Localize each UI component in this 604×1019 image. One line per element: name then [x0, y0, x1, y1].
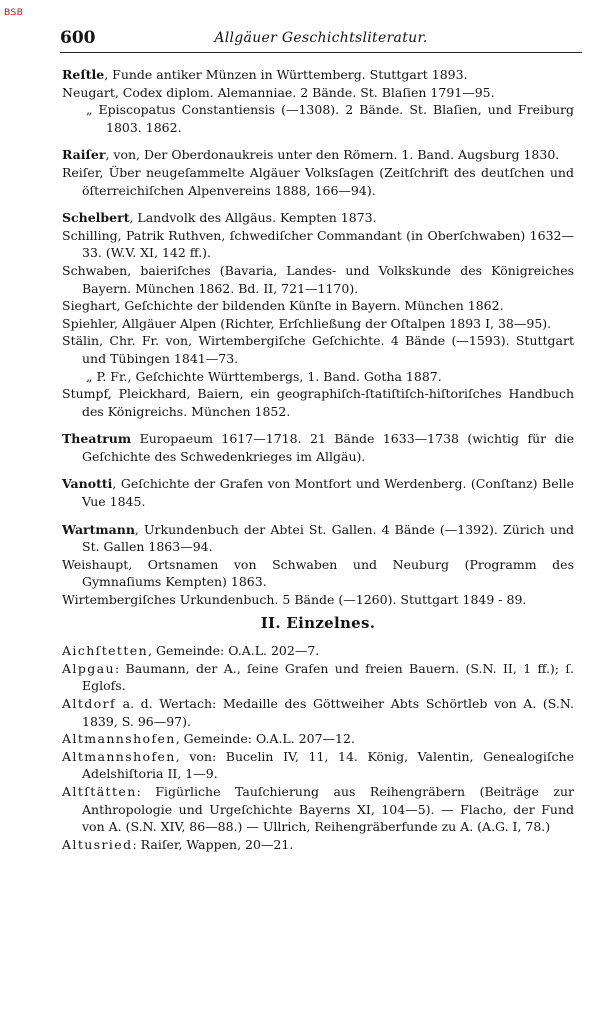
place-entry: [62, 695, 574, 730]
entry-text: Sieghart, Geſchichte der bildenden Künſte in Bayern. München 1862.: [62, 298, 504, 314]
bibliography-entry: [62, 430, 574, 465]
bibliography-entry: [62, 227, 574, 262]
bibliography-entry: [62, 332, 574, 367]
entry-keyword: Theatrum: [62, 431, 132, 447]
entry-text: , von, Der Oberdonaukreis unter den Römern. 1. Band. Augsburg 1830.: [105, 147, 560, 163]
entry-text: : Raiſer, Wappen, 20—21.: [132, 836, 294, 852]
group-spacer: [62, 465, 574, 475]
entry-text: „ Episcopatus Constantiensis (—1308). 2 Bände. St. Blaſien, und Freiburg 1803. 1862.: [86, 102, 574, 135]
entry-keyword: Alpgau: [62, 660, 115, 676]
bibliography-entry: [62, 521, 574, 556]
entry-keyword: Vanotti: [62, 476, 113, 492]
entry-text: : Baumann, der A., ſeine Grafen und freien Bauern. (S.N. II, 1 ff.); ſ. Eglofs.: [82, 660, 574, 694]
bibliography-entry: [62, 164, 574, 199]
bibliography-entry: [62, 84, 574, 102]
entry-text: Schilling, Patrik Ruthven, ſchwediſcher Commandant (in Oberſchwaben) 1632—33. (W.V. XI, 142 ff.).: [62, 227, 574, 261]
group-spacer: [62, 136, 574, 146]
page-number: 600: [60, 28, 96, 48]
entry-text: Stumpf, Pleickhard, Baiern, ein geographiſch-ſtatiſtiſch-hiſtoriſches Handbuch des Königreichs. München 1852.: [62, 386, 574, 419]
place-entry: [62, 748, 574, 783]
place-entry: [62, 783, 574, 836]
bibliography-entry: [62, 591, 574, 609]
bibliography-entry: [62, 315, 574, 333]
place-entry: [62, 730, 574, 748]
section-heading: II. Einzelnes.: [260, 613, 376, 632]
entry-keyword: Altusried: [62, 836, 133, 852]
bibliography-entry: [62, 146, 574, 164]
entry-text: , Gemeinde: O.A.L. 202—7.: [148, 643, 320, 659]
entry-keyword: Wartmann: [62, 521, 135, 537]
bibliography-entry: [62, 262, 574, 297]
entry-text: a. d. Wertach: Medaille des Göttweiher Abts Schörtleb von A. (S.N. 1839, S. 96—97).: [82, 696, 574, 729]
entry-text: Reiſer, Über neugeſammelte Algäuer Volksſagen (Zeitſchrift des deutſchen und öſterreichiſchen Alpenvereins 1888, 166—94).: [62, 164, 574, 198]
entry-text: , Geſchichte der Grafen von Montfort und Werdenberg. (Conſtanz) Belle Vue 1845.: [82, 476, 574, 510]
bibliography-entry: [62, 66, 574, 84]
entry-keyword: Altmannshofen: [62, 748, 176, 764]
entry-keyword: Reſtle: [62, 67, 105, 82]
entry-text: , Urkundenbuch der Abtei St. Gallen. 4 Bände (—1392). Zürich und St. Gallen 1863—94.: [82, 521, 574, 555]
bibliography-entry: [62, 385, 574, 420]
entry-text: Stälin, Chr. Fr. von, Wirtembergiſche Geſchichte. 4 Bände (—1593). Stuttgart und Tübingen 1841—73.: [62, 333, 574, 366]
page-header: [60, 26, 582, 53]
entry-keyword: Altdorf: [62, 696, 116, 711]
group-spacer: [62, 420, 574, 430]
bibliography-entry: [62, 209, 574, 227]
entry-keyword: Aichſtetten: [62, 643, 149, 659]
entry-text: , von: Bucelin IV, 11, 14. König, Valentin, Genealogiſche Adelshiſtoria II, 1—9.: [82, 748, 574, 782]
bibliography-entry: [62, 297, 574, 315]
entry-text: Weishaupt, Ortsnamen von Schwaben und Neuburg (Programm des Gymnaſiums Kempten) 1863.: [62, 556, 574, 590]
group-spacer: [62, 199, 574, 209]
entry-text: Wirtembergiſches Urkundenbuch. 5 Bände (—1260). Stuttgart 1849 - 89.: [62, 592, 527, 608]
entry-text: , Gemeinde: O.A.L. 207—12.: [175, 731, 355, 747]
bibliography-entry: [62, 475, 574, 510]
library-watermark: BSB: [4, 8, 24, 18]
entry-keyword: Raiſer: [62, 147, 106, 163]
bibliography-entry: [62, 556, 574, 591]
place-entry: [62, 660, 574, 695]
place-entry: [62, 836, 574, 854]
entry-text: , Landvolk des Allgäus. Kempten 1873.: [129, 210, 377, 226]
group-spacer: [62, 511, 574, 521]
running-title: Allgäuer Geschichtsliteratur.: [214, 30, 428, 46]
entry-text: Neugart, Codex diplom. Alemanniae. 2 Bände. St. Blaſien 1791—95.: [62, 84, 495, 100]
bibliography-list: [62, 66, 574, 609]
entry-keyword: Altſtätten: [62, 783, 137, 799]
page-content: [62, 66, 574, 853]
entry-text: : Figürliche Tauſchierung aus Reihengräbern (Beiträge zur Anthropologie und Urgeſchichte Bayerns XI, 104—5). — Flacho, der Fund von A. (S.N. XIV, 86—88.) — Ullrich, Reihengräberfunde zu A. (A.G. I, 78.): [82, 783, 574, 835]
entry-text: „ P. Fr., Geſchichte Württembergs, 1. Band. Gotha 1887.: [86, 368, 442, 384]
place-entry: [62, 642, 574, 660]
entry-text: Schwaben, baieriſches (Bavaria, Landes- und Volkskunde des Königreiches Bayern. München 1862. Bd. II, 721—1170).: [62, 262, 574, 296]
entry-text: Spiehler, Allgäuer Alpen (Richter, Erſchließung der Oſtalpen 1893 I, 38—95).: [62, 315, 552, 331]
entry-text: Europaeum 1617—1718. 21 Bände 1633—1738 (wichtig für die Geſchichte des Schwedenkrieges im Allgäu).: [82, 431, 574, 464]
entry-keyword: Schelbert: [62, 210, 130, 226]
entry-keyword: Altmannshofen: [62, 731, 176, 747]
bibliography-entry: [62, 101, 574, 136]
place-index-list: [62, 642, 574, 853]
bibliography-entry: [62, 368, 574, 386]
entry-text: , Funde antiker Münzen in Württemberg. Stuttgart 1893.: [104, 67, 468, 82]
